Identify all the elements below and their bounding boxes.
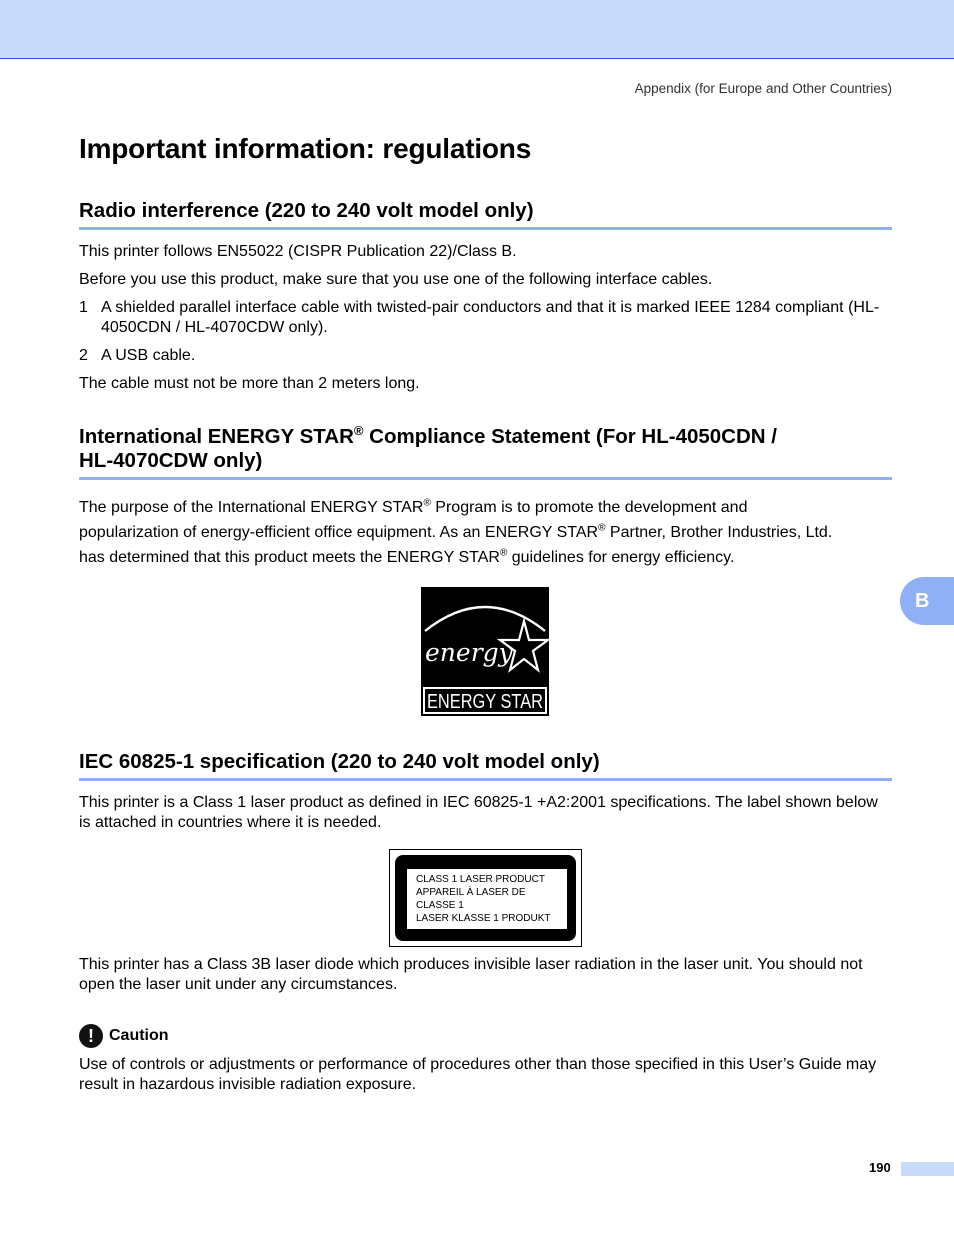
laser-label-text bbox=[407, 869, 567, 929]
list-item-number: 1 bbox=[79, 299, 88, 316]
energy-star-logo bbox=[421, 587, 549, 716]
running-head: Appendix (for Europe and Other Countries) bbox=[634, 81, 892, 96]
page-title: Important information: regulations bbox=[79, 133, 532, 164]
radio-heading: Radio interference (220 to 240 volt model only) bbox=[79, 199, 892, 230]
laser-label-line: CLASS 1 LASER PRODUCT bbox=[416, 874, 545, 885]
laser-label-frame bbox=[395, 855, 576, 941]
list-item-text: A shielded parallel interface cable with twisted-pair conductors and that it is marked IEEE 1284 compliant (HL-4050CDN / HL-4070CDW only). bbox=[101, 299, 880, 336]
list-item-number: 2 bbox=[79, 347, 88, 364]
caution-heading bbox=[79, 1024, 169, 1048]
energy-script: energy bbox=[425, 638, 513, 667]
exclamation-icon: ! bbox=[79, 1024, 103, 1048]
appendix-side-tab[interactable]: B bbox=[900, 577, 954, 625]
iec-heading: IEC 60825-1 specification (220 to 240 volt model only) bbox=[79, 750, 892, 781]
laser-class-label bbox=[389, 849, 582, 947]
energy-star-wordmark: ENERGY STAR bbox=[427, 691, 543, 713]
radio-paragraph-1: This printer follows EN55022 (CISPR Publication 22)/Class B. bbox=[79, 243, 517, 260]
iec-paragraph-2: This printer has a Class 3B laser diode which produces invisible laser radiation in the laser unit. You should not open the laser unit under any circumstances. bbox=[79, 956, 863, 993]
page-number-bar bbox=[901, 1162, 954, 1176]
radio-paragraph-3: The cable must not be more than 2 meters long. bbox=[79, 375, 420, 392]
energy-star-heading: International ENERGY STAR® Compliance Statement (For HL-4050CDN / HL-4070CDW only) bbox=[79, 425, 892, 480]
list-item bbox=[79, 298, 892, 338]
laser-label-line: LASER KLASSE 1 PRODUKT bbox=[416, 913, 551, 924]
list-item-text: A USB cable. bbox=[101, 347, 196, 364]
list-item bbox=[79, 346, 892, 366]
page-number: 190 bbox=[869, 1160, 891, 1175]
caution-label: Caution bbox=[109, 1027, 169, 1044]
caution-text: Use of controls or adjustments or performance of procedures other than those specified in this User’s Guide may result in hazardous invisible radiation exposure. bbox=[79, 1056, 877, 1093]
laser-label-line: APPAREIL À LASER DE CLASSE 1 bbox=[416, 887, 526, 911]
header-band bbox=[0, 0, 954, 59]
energy-star-paragraph: The purpose of the International ENERGY STAR® Program is to promote the development and popularization of energy-efficient office equipment. As an ENERGY STAR® Partner, Brother Industries, Ltd. has determined that this product meets the ENERGY STAR® guidelines for energy efficiency. bbox=[79, 497, 833, 566]
radio-paragraph-2: Before you use this product, make sure that you use one of the following interface cables. bbox=[79, 271, 713, 288]
iec-paragraph-1: This printer is a Class 1 laser product as defined in IEC 60825-1 +A2:2001 specifications. The label shown below is attached in countries where it is needed. bbox=[79, 794, 878, 831]
